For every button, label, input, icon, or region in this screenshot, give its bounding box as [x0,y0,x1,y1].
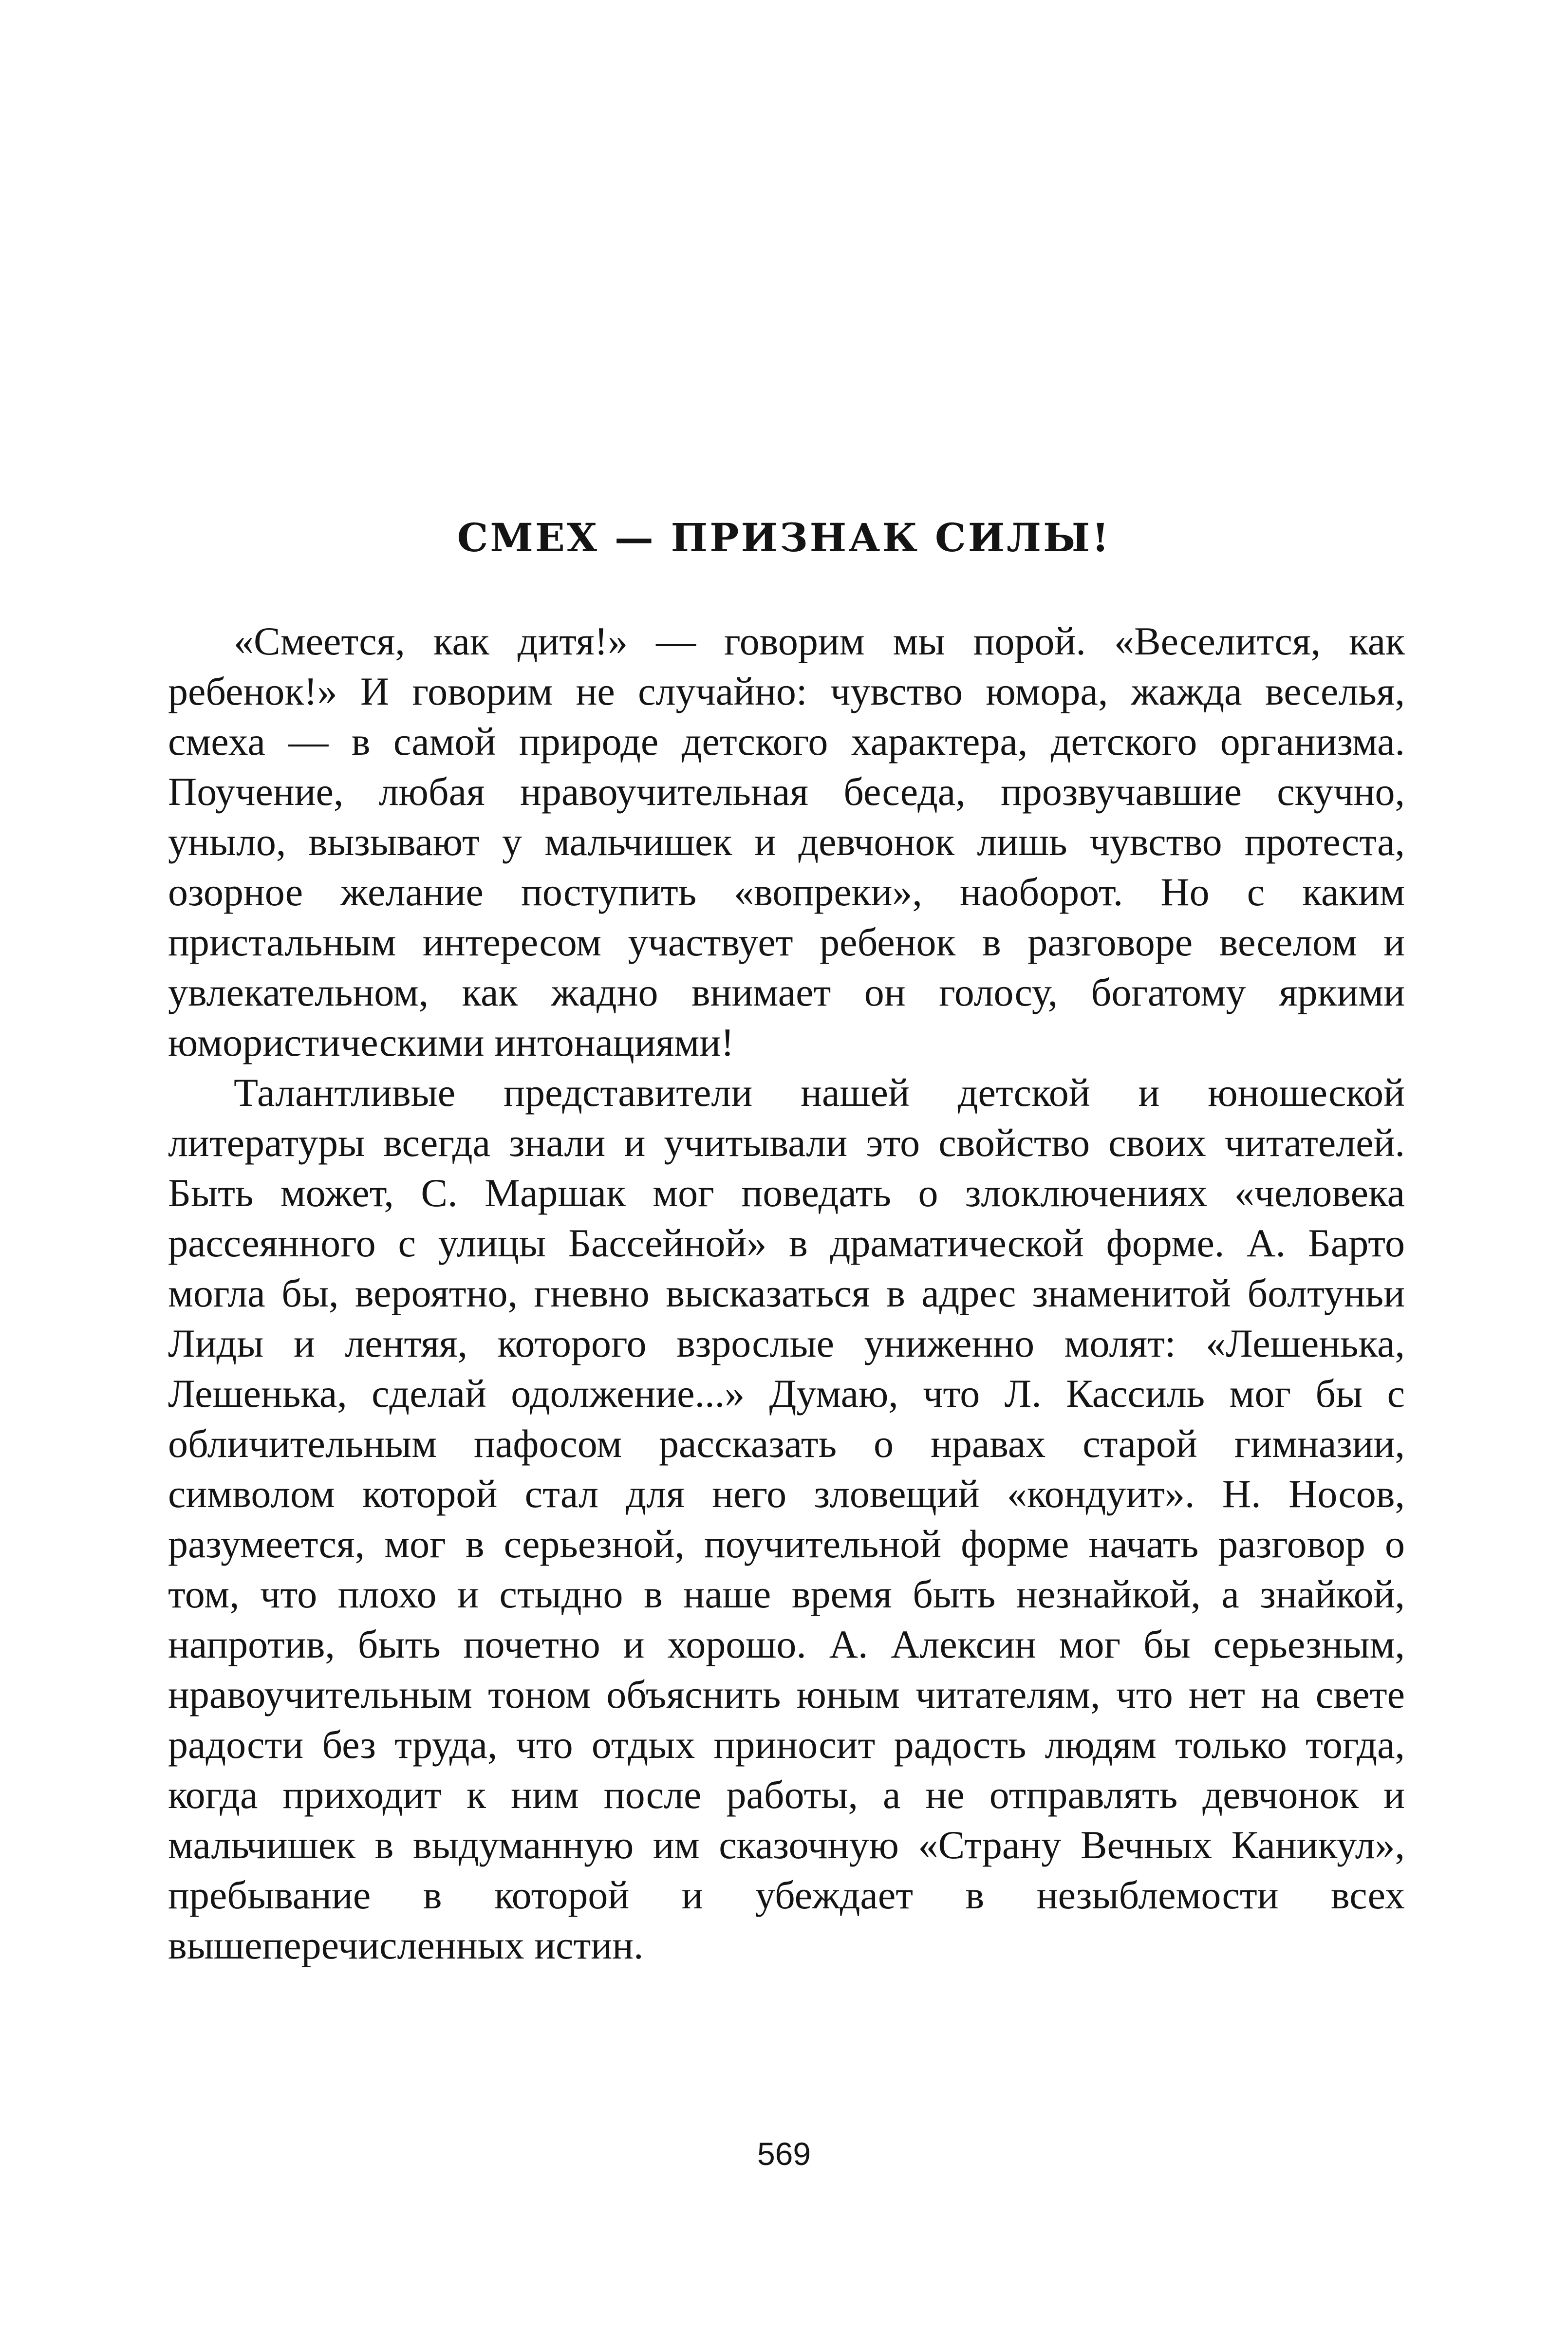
paragraph-1: «Смеется, как дитя!» — говорим мы порой. «Веселится, как ребенок!» И говорим не случайно: чувство юмора, жажда веселья, смеха — в самой природе детского характера, детского организма. Поучение, любая нравоучительная беседа, прозвучавшие скучно, уныло, вызывают у мальчишек и девчонок лишь чувство протеста, озорное желание поступить «вопреки», наоборот. Но с каким пристальным интересом участвует ребенок в разговоре веселом и увлекательном, как жадно внимает он голосу, богатому яркими юмористическими интонациями! [168,619,1405,1064]
page-number: 569 [757,2136,811,2172]
paragraph-2: Талантливые представители нашей детской и юношеской литературы всегда знали и учитывали это свойство своих читателей. Быть может, С. Маршак мог поведать о злоключениях «человека рассеянного с улицы Бассейной» в драматической форме. А. Барто могла бы, вероятно, гневно высказаться в адрес знаменитой болтуньи Лиды и лентяя, которого взрослые униженно молят: «Лешенька, Лешенька, сделай одолжение...» Думаю, что Л. Кассиль мог бы с обличительным пафосом рассказать о нравах старой гимназии, символом которой стал для него зловещий «кондуит». Н. Носов, разумеется, мог в серьезной, поучительной форме начать разговор о том, что плохо и стыдно в наше время быть незнайкой, а знайкой, напротив, быть почетно и хорошо. А. Алексин мог бы серьезным, нравоучительным тоном объяснить юным читателям, что нет на свете радости без труда, что отдых приносит радость людям только тогда, когда приходит к ним после работы, а не отправлять девчонок и мальчишек в выдуманную им сказочную «Страну Вечных Каникул», пребывание в которой и убеждает в незыблемости всех вышеперечисленных истин. [168,1070,1405,1967]
chapter-title: СМЕХ — ПРИЗНАК СИЛЫ! [457,515,1111,560]
body-text [168,616,1405,1970]
